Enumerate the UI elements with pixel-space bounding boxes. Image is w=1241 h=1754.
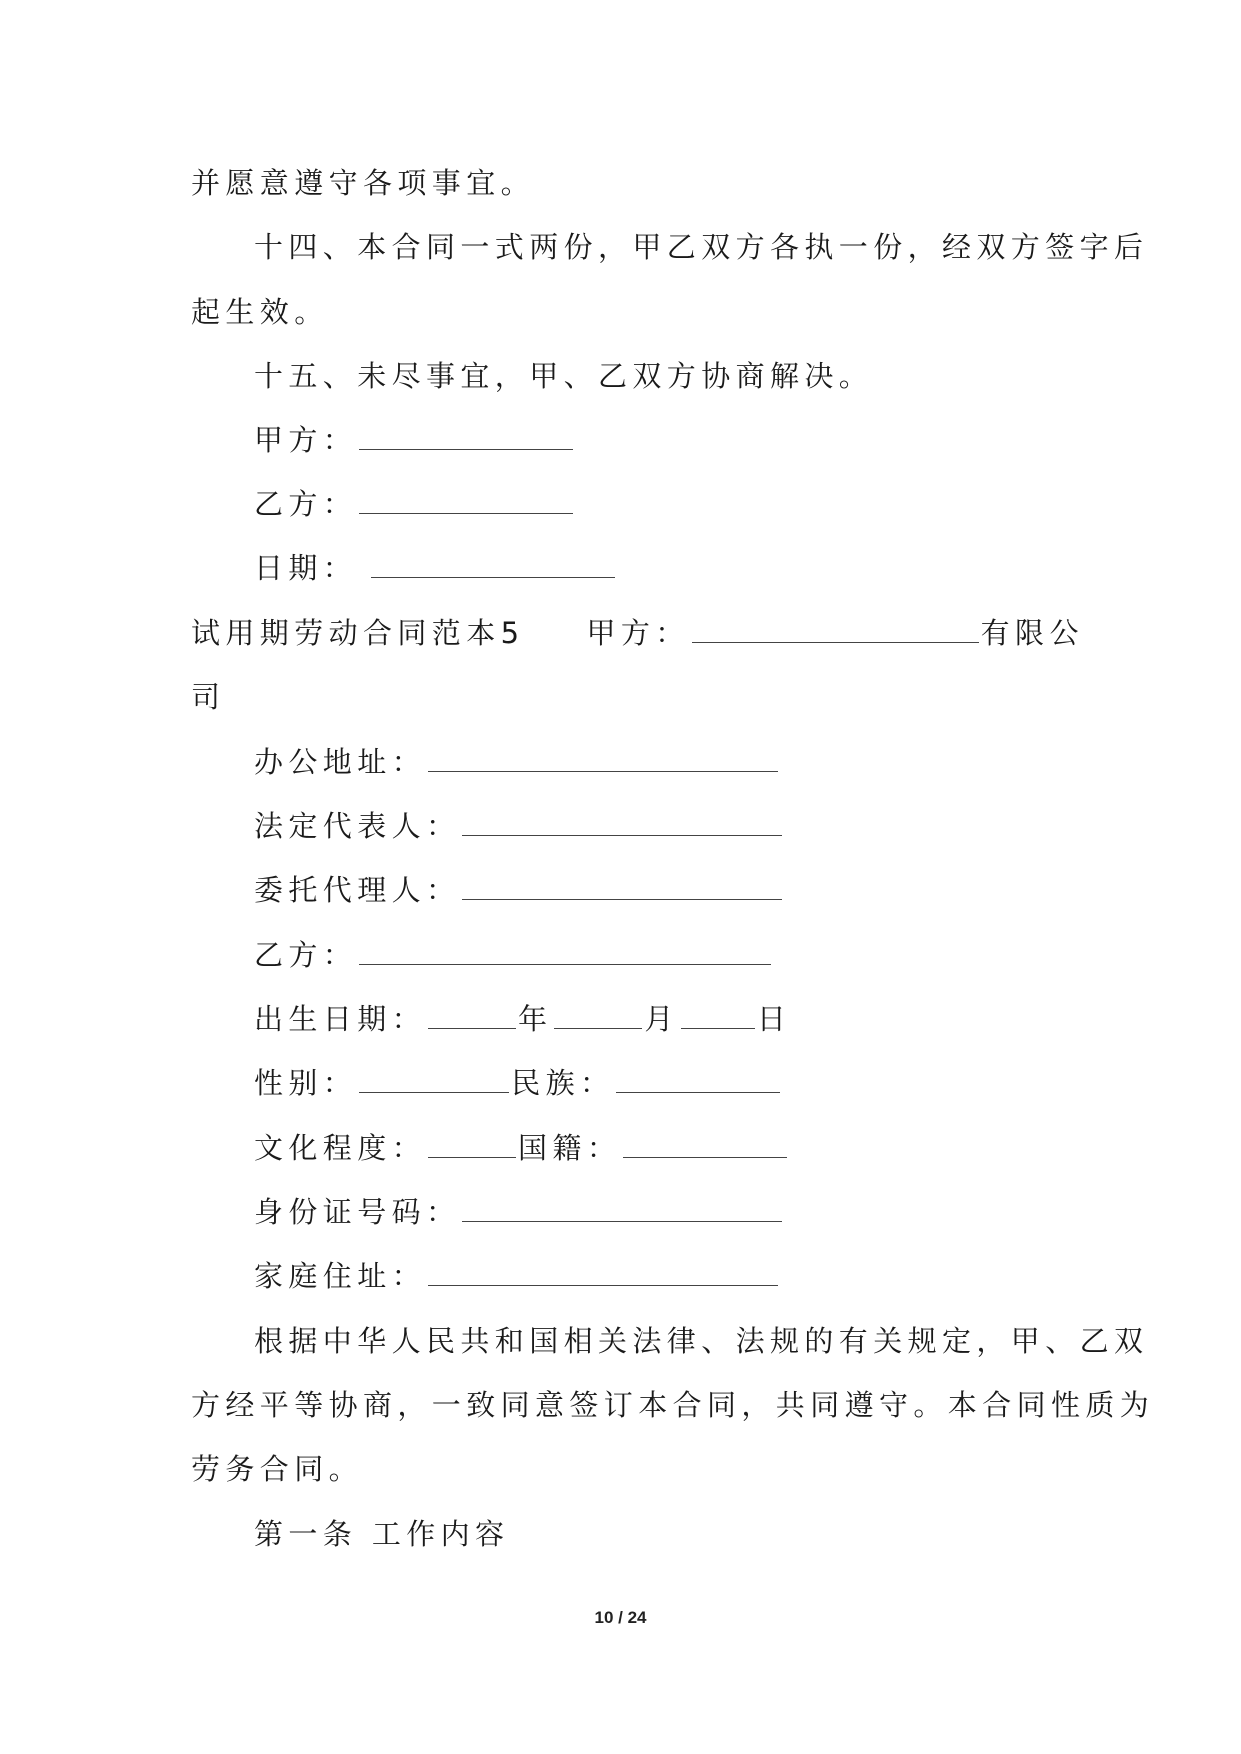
company-name-blank[interactable] [692,620,979,643]
contract-5-heading-line [191,613,1084,653]
paragraph-line: 起生效。 [191,295,329,329]
home-address-line [254,1256,780,1296]
year-label: 年 [518,1002,553,1036]
gender-ethnicity-line [254,1063,782,1103]
gender-blank[interactable] [359,1070,509,1093]
id-number-blank[interactable] [462,1199,782,1222]
birth-date-line [254,999,791,1039]
party-b-line [254,935,773,975]
office-address-label: 办公地址： [254,745,427,779]
id-number-line [254,1192,784,1232]
legal-representative-line [254,806,784,846]
birth-date-label: 出生日期： [254,1002,427,1036]
office-address-line [254,742,780,782]
company-suffix: 有限公 [980,616,1084,650]
authorized-agent-line [254,870,784,910]
home-address-blank[interactable] [428,1263,778,1286]
education-blank[interactable] [428,1135,516,1158]
party-b-blank[interactable] [359,942,771,965]
party-a-label: 甲方： [254,423,358,457]
party-b-label: 乙方： [254,938,358,972]
paragraph-line: 司 [191,680,226,714]
article-1-heading: 第一条 工作内容 [254,1517,510,1551]
month-label: 月 [644,1002,679,1036]
id-number-label: 身份证号码： [254,1195,461,1229]
paragraph-line: 并愿意遵守各项事宜。 [191,166,536,200]
paragraph-line: 方经平等协商，一致同意签订本合同，共同遵守。本合同性质为 [191,1388,1155,1422]
party-a-blank[interactable] [359,427,573,450]
home-address-label: 家庭住址： [254,1259,427,1293]
birth-year-blank[interactable] [428,1006,516,1029]
date-blank[interactable] [371,555,615,578]
ethnicity-label: 民族： [511,1066,615,1100]
nationality-blank[interactable] [623,1135,787,1158]
gender-label: 性别： [254,1066,358,1100]
ethnicity-blank[interactable] [616,1070,780,1093]
clause-15-line: 十五、未尽事宜，甲、乙双方协商解决。 [254,359,874,393]
clause-14-line: 十四、本合同一式两份，甲乙双方各执一份，经双方签字后 [254,230,1149,264]
legal-representative-label: 法定代表人： [254,809,461,843]
office-address-blank[interactable] [428,749,778,772]
paragraph-line: 劳务合同。 [191,1452,364,1486]
party-b-label: 乙方： [254,487,358,521]
date-line [254,548,617,588]
day-label: 日 [756,1002,792,1036]
party-b-signature-line [254,484,575,524]
birth-day-blank[interactable] [681,1006,755,1029]
party-b-blank[interactable] [359,491,573,514]
paragraph-line: 根据中华人民共和国相关法律、法规的有关规定，甲、乙双 [254,1324,1149,1358]
authorized-agent-label: 委托代理人： [254,873,461,907]
education-label: 文化程度： [254,1131,427,1165]
authorized-agent-blank[interactable] [462,877,782,900]
nationality-label: 国籍： [518,1131,622,1165]
contract-title: 试用期劳动合同范本5 [191,616,525,650]
education-nationality-line [254,1128,789,1168]
party-a-label: 甲方： [586,616,690,650]
birth-month-blank[interactable] [554,1006,642,1029]
party-a-signature-line [254,420,575,460]
date-label: 日期： [254,551,358,585]
page-number: 10 / 24 [594,1608,647,1627]
legal-representative-blank[interactable] [462,813,782,836]
